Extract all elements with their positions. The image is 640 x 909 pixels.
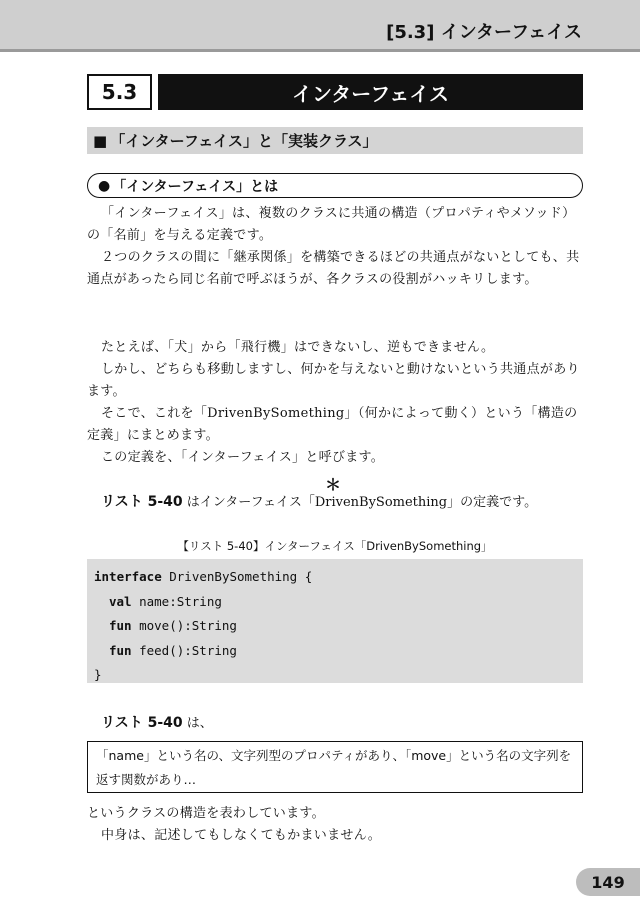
paragraph: たとえば、「犬」から「飛行機」はできないし、逆もできません。 — [101, 340, 495, 355]
listing-reference-text: はインターフェイス「DrivenBySomething」の定義です。 — [182, 495, 538, 510]
running-header — [0, 0, 640, 52]
definition-note-box: 「name」という名の、文字列型のプロパティがあり、「move」という名の文字列を返す関数があり… — [87, 741, 583, 793]
paragraph: そこで、これを「DrivenBySomething」（何かによって動く）という「構造の定義」にまとめます。 — [87, 406, 578, 443]
paragraph: 「インターフェイス」は、複数のクラスに共通の構造（プロパティやメソッド）の「名前」を与える定義です。 — [87, 206, 576, 243]
square-bullet-icon: ■ — [93, 131, 108, 150]
code-text: } — [94, 667, 102, 683]
paragraph-group-intro — [87, 203, 583, 291]
code-text: feed():String — [131, 642, 237, 658]
topic-text: 「インターフェイス」とは — [112, 178, 279, 195]
paragraph-group-closing — [87, 803, 583, 847]
section-title: インターフェイス — [158, 74, 583, 110]
code-keyword: fun — [109, 618, 132, 634]
paragraph: この定義を、「インターフェイス」と呼びます。 — [101, 450, 385, 465]
listing-reference-label: リスト 5-40 — [101, 494, 183, 510]
circle-bullet-icon: ● — [98, 177, 111, 194]
paragraph: ２つのクラスの間に「継承関係」を構築できるほどの共通点がないとしても、共通点があったら同じ名前で呼ぶほうが、各クラスの役割がハッキリします。 — [87, 250, 580, 287]
code-line — [94, 639, 583, 664]
paragraph: というクラスの構造を表わしています。 — [87, 806, 325, 821]
paragraph: しかし、どちらも移動しますし、何かを与えないと動けないという共通点があります。 — [87, 362, 580, 399]
code-text: DrivenBySomething { — [161, 569, 313, 584]
code-line — [94, 565, 583, 590]
code-keyword: interface — [94, 569, 162, 584]
subheading-text: 「インターフェイス」と「実装クラス」 — [110, 132, 378, 150]
listing-reference-2 — [101, 712, 213, 735]
code-keyword: val — [109, 593, 132, 609]
listing-reference-label: リスト 5-40 — [101, 715, 183, 731]
code-text: move():String — [131, 618, 237, 634]
section-number: 5.3 — [87, 74, 152, 110]
running-header-title: [5.3] インターフェイス — [386, 22, 582, 43]
paragraph: 中身は、記述してもしなくてもかまいません。 — [101, 828, 382, 843]
page-number: 149 — [576, 868, 640, 896]
section-break-asterisk: ＊ — [325, 475, 342, 494]
subheading — [87, 127, 583, 154]
listing-caption: 【リスト 5-40】インターフェイス「DrivenBySomething」 — [177, 539, 493, 553]
code-block — [87, 559, 583, 683]
code-line — [94, 614, 583, 639]
paragraph-group-example — [87, 337, 583, 469]
code-line — [94, 590, 583, 615]
code-text: name:String — [131, 593, 222, 609]
topic-heading — [87, 173, 583, 198]
code-line — [94, 663, 583, 688]
listing-reference-text: は、 — [182, 716, 213, 731]
code-keyword: fun — [109, 642, 132, 658]
listing-reference — [101, 491, 591, 514]
